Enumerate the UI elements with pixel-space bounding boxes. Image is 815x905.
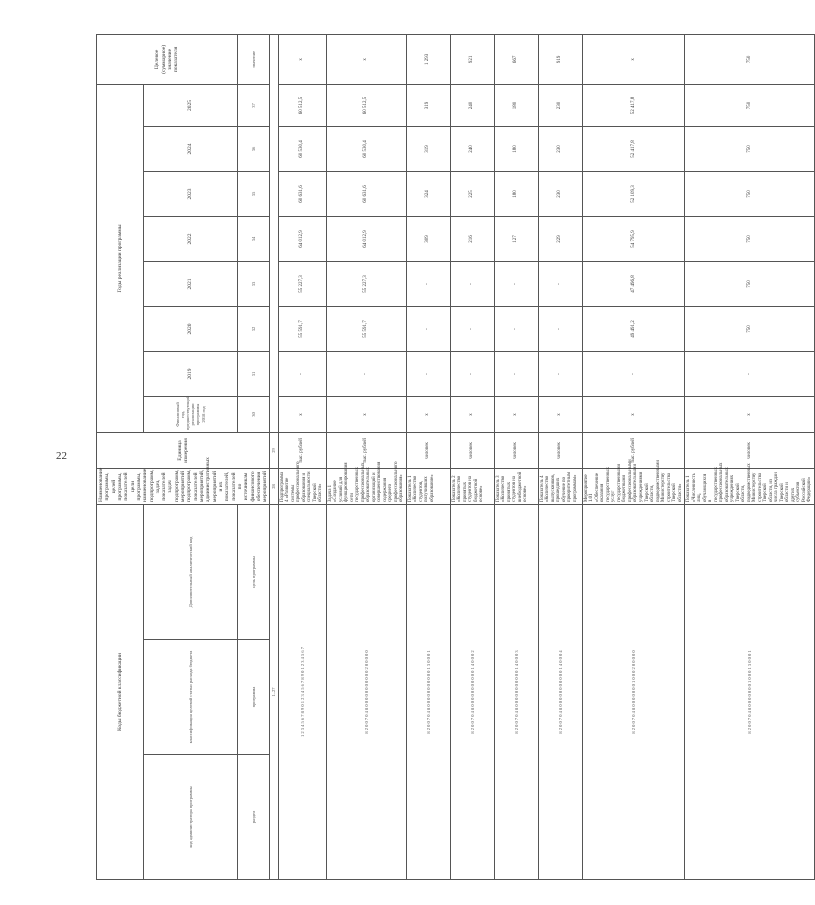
row-base-year: x <box>538 397 582 433</box>
row-year-value-2020: 49 491,2 <box>582 307 684 352</box>
table-row <box>685 34 815 879</box>
row-year-value-2025: 180 <box>494 84 538 126</box>
row-year-value-2024: 180 <box>494 127 538 172</box>
row-budget-codes: 1 2 3 4 5 6 7 8 9 0 1 2 3 4 5 6 7 8 9 0 1 2 3 4 5 6 7 <box>278 505 326 880</box>
row-year-value-2022: 229 <box>538 217 582 262</box>
rotated-table-container <box>96 35 813 880</box>
row-base-year: x <box>582 397 684 433</box>
col-nums-codes: 1–27 <box>270 505 278 880</box>
base-year-header: Финансовый год, предшествующий реализации программы 2018 год <box>143 397 237 433</box>
col-num-33: 33 <box>237 262 270 307</box>
row-name: Подпрограмма 4 «Развитие системы профессионального образования и специальности Тверской области» <box>278 469 326 505</box>
row-year-value-2021: 47 496,8 <box>582 262 684 307</box>
row-name: Показатель 2 «Количество принятых студентов на бюджетной основе» <box>450 469 494 505</box>
row-budget-codes: 8 2 0 0 7 0 4 8 0 0 0 0 0 0 0 1 0 0 0 1 3 0 0 0 1 <box>685 505 815 880</box>
row-year-value-2025: 60 512,5 <box>326 84 406 126</box>
row-year-value-2024: 319 <box>406 127 450 172</box>
row-year-value-2019: - <box>582 352 684 397</box>
row-year-value-2020: - <box>538 307 582 352</box>
row-year-value-2020: 55 591,7 <box>326 307 406 352</box>
table-row <box>494 34 538 879</box>
row-unit: человек <box>494 433 538 469</box>
row-year-value-2025: 750 <box>685 84 815 126</box>
name-column-header: Наименование программы, целей программы, показателей цели программы, наименование подпрограмм, задач, показателей задач подпрограмм, мероприятий подпрограмм, показателей мероприятий, административных мероприятий и их показателей, показателей по источникам финансового обеспечения мероприятий <box>97 469 270 505</box>
row-total: x <box>326 34 406 84</box>
row-unit: тыс. рублей <box>326 433 406 469</box>
row-budget-codes: 8 2 0 0 7 0 4 8 0 0 0 0 0 0 0 0 0 0 0 1 4 0 0 0 3 <box>494 505 538 880</box>
row-year-value-2025: 240 <box>450 84 494 126</box>
budget-codes-header: Коды бюджетной классификации <box>97 505 144 880</box>
row-budget-codes: 8 2 0 0 7 0 4 8 0 0 0 0 0 0 0 1 0 0 0 2 0 0 0 0 0 <box>582 505 684 880</box>
row-year-value-2022: 54 795,9 <box>582 217 684 262</box>
row-year-value-2020: 55 591,7 <box>278 307 326 352</box>
table-row <box>450 34 494 879</box>
row-year-value-2019: - <box>450 352 494 397</box>
row-year-value-2021: 750 <box>685 262 815 307</box>
year-2024: 2024 <box>143 127 237 172</box>
table-row <box>538 34 582 879</box>
row-base-year: x <box>450 397 494 433</box>
row-year-value-2024: 52 417,8 <box>582 127 684 172</box>
row-unit: тыс. рублей <box>278 433 326 469</box>
col-num-29: 29 <box>270 433 278 469</box>
row-year-value-2019: - <box>494 352 538 397</box>
row-year-value-2025: 60 512,5 <box>278 84 326 126</box>
section-header: раздел <box>237 755 270 880</box>
row-total: 1 293 <box>406 34 450 84</box>
row-base-year: x <box>685 397 815 433</box>
row-year-value-2019: - <box>685 352 815 397</box>
row-year-value-2022: 127 <box>494 217 538 262</box>
row-budget-codes: 8 2 0 0 7 0 4 8 0 0 0 0 0 0 0 0 0 0 0 1 3 0 0 0 1 <box>406 505 450 880</box>
table-row <box>582 34 684 879</box>
total-value-header: Целевое (суммарное) значение показателя <box>97 34 238 84</box>
row-year-value-2023: 60 631,6 <box>326 172 406 217</box>
row-year-value-2023: 324 <box>406 172 450 217</box>
row-total: x <box>278 34 326 84</box>
row-unit: человек <box>538 433 582 469</box>
row-total: 919 <box>538 34 582 84</box>
row-year-value-2024: 750 <box>685 127 815 172</box>
row-year-value-2024: 240 <box>450 127 494 172</box>
col-num-31: 31 <box>237 352 270 397</box>
row-year-value-2022: 64 012,9 <box>278 217 326 262</box>
row-year-value-2021: 55 227,3 <box>278 262 326 307</box>
row-name: Задача 1 «Создание условий для функционирования сети государственных профессиональных образовательных организаций и совершенствования содержания среднего профессионального образования» <box>326 469 406 505</box>
row-year-value-2025: 319 <box>406 84 450 126</box>
row-name: Показатель 3 «Количество принятых студентов на внебюджетной основе» <box>494 469 538 505</box>
program-table <box>96 34 815 880</box>
row-year-value-2024: 230 <box>538 127 582 172</box>
target-item-header: классификация целевой статьи расхода бюджета <box>143 640 237 755</box>
row-total: 667 <box>494 34 538 84</box>
row-total: x <box>582 34 684 84</box>
row-base-year: x <box>494 397 538 433</box>
table-row <box>278 34 326 879</box>
years-header: Годы реализации программы <box>97 84 144 432</box>
col-num-36: 36 <box>237 127 270 172</box>
row-year-value-2019: - <box>326 352 406 397</box>
unit-column-header: Единица измерения <box>97 433 270 469</box>
row-unit: человек <box>406 433 450 469</box>
row-budget-codes: 8 2 0 0 7 0 4 8 0 0 0 0 0 0 0 0 0 0 0 2 0 0 0 0 0 <box>326 505 406 880</box>
row-year-value-2024: 60 530,4 <box>278 127 326 172</box>
row-budget-codes: 8 2 0 0 7 0 4 8 0 0 0 0 0 0 0 0 0 0 0 1 4 0 0 0 2 <box>450 505 494 880</box>
row-year-value-2023: 225 <box>450 172 494 217</box>
year-2023: 2023 <box>143 172 237 217</box>
year-2021: 2021 <box>143 262 237 307</box>
row-unit: тыс. рублей <box>582 433 684 469</box>
row-year-value-2020: - <box>494 307 538 352</box>
row-name: Показатель 4 «Количество выпускников, прошедших обучение по приоритетным программам» <box>538 469 582 505</box>
row-year-value-2020: - <box>450 307 494 352</box>
row-unit: человек <box>685 433 815 469</box>
row-year-value-2021: - <box>406 262 450 307</box>
row-year-value-2024: 60 530,4 <box>326 127 406 172</box>
admin-code-header: код администратора программы <box>143 755 237 880</box>
row-year-value-2021: - <box>494 262 538 307</box>
row-year-value-2022: 309 <box>406 217 450 262</box>
row-base-year: x <box>326 397 406 433</box>
analytic-code-header: Дополнительный аналитический код <box>143 505 237 640</box>
row-year-value-2025: 230 <box>538 84 582 126</box>
row-year-value-2021: - <box>450 262 494 307</box>
row-total: 921 <box>450 34 494 84</box>
col-num-32: 32 <box>237 307 270 352</box>
col-num-30: 30 <box>237 397 270 433</box>
row-year-value-2025: 52 417,8 <box>582 84 684 126</box>
row-year-value-2020: - <box>406 307 450 352</box>
table-row <box>406 34 450 879</box>
value-header: значение <box>237 34 270 84</box>
row-unit: человек <box>450 433 494 469</box>
col-num-28: 28 <box>270 469 278 505</box>
row-name: Показатель 1 «Численность лиц, обучающихся в государственных профессиональных образовательных учреждениях Тверской области, подведомственных Министерству строительства Тверской области, из числа граждан Тверской области и других субъектов Российской Федерации» <box>685 469 815 505</box>
program-code-header: программа <box>237 640 270 755</box>
col-num-35: 35 <box>237 172 270 217</box>
row-year-value-2021: 55 227,3 <box>326 262 406 307</box>
row-year-value-2023: 230 <box>538 172 582 217</box>
row-year-value-2021: - <box>538 262 582 307</box>
row-year-value-2023: 180 <box>494 172 538 217</box>
col-num-37: 37 <box>237 84 270 126</box>
row-budget-codes: 8 2 0 0 7 0 4 8 0 0 0 0 0 0 0 0 0 0 0 1 4 0 0 0 4 <box>538 505 582 880</box>
row-year-value-2022: 750 <box>685 217 815 262</box>
row-year-value-2022: 64 012,9 <box>326 217 406 262</box>
year-2020: 2020 <box>143 307 237 352</box>
row-year-value-2022: 216 <box>450 217 494 262</box>
table-row <box>326 34 406 879</box>
page-number: 22 <box>56 450 67 462</box>
row-base-year: x <box>278 397 326 433</box>
col-num-34: 34 <box>237 217 270 262</box>
row-name: Показатель 1 «Количество студентов, получивших образование» <box>406 469 450 505</box>
row-year-value-2019: - <box>406 352 450 397</box>
row-year-value-2020: 750 <box>685 307 815 352</box>
row-year-value-2023: 60 631,6 <box>278 172 326 217</box>
row-year-value-2023: 750 <box>685 172 815 217</box>
row-name: Мероприятие 1.01 «Обеспечение оказания государственных услуг государственными бюджетными профессиональными образовательными учреждениями Тверской области, подведомственными Министерству строительства Тверской области» <box>582 469 684 505</box>
row-year-value-2019: - <box>278 352 326 397</box>
year-2022: 2022 <box>143 217 237 262</box>
rotated-table-sheet <box>96 35 813 880</box>
row-year-value-2019: - <box>538 352 582 397</box>
year-2019: 2019 <box>143 352 237 397</box>
goal-code-header: цель программы <box>237 505 270 640</box>
row-base-year: x <box>406 397 450 433</box>
row-year-value-2023: 52 109,3 <box>582 172 684 217</box>
year-2025: 2025 <box>143 84 237 126</box>
row-total: 750 <box>685 34 815 84</box>
